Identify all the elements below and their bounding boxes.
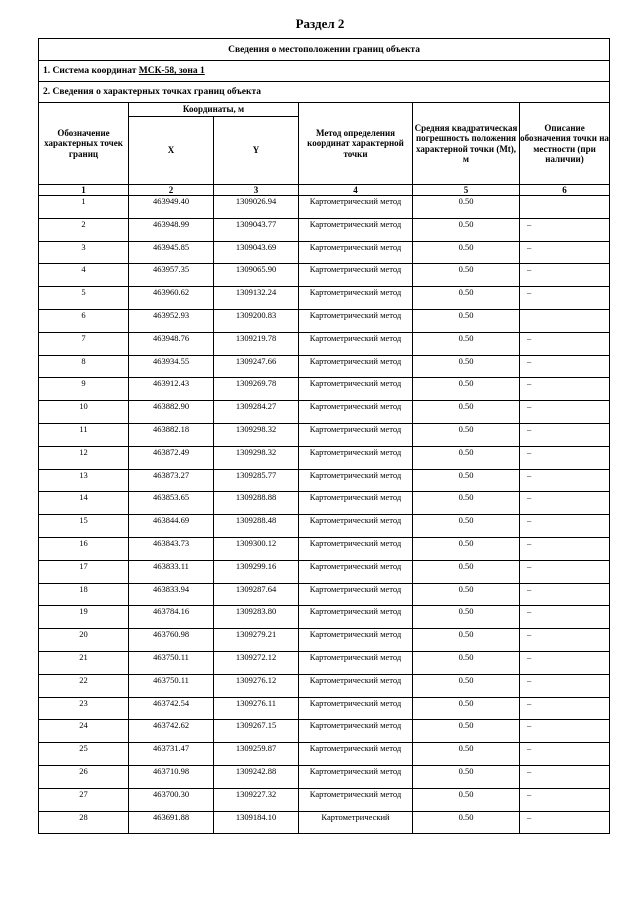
point-number-cell: 2	[39, 218, 129, 241]
method-cell: Картометрический метод	[299, 469, 413, 492]
error-cell: 0.50	[413, 788, 520, 811]
description-cell	[520, 196, 610, 219]
table-row	[39, 651, 610, 674]
description-cell: –	[520, 401, 610, 424]
description-cell: –	[520, 583, 610, 606]
column-number: 6	[520, 185, 610, 196]
x-coordinate-cell: 463912.43	[129, 378, 214, 401]
description-cell	[520, 309, 610, 332]
table-row	[39, 332, 610, 355]
error-cell: 0.50	[413, 606, 520, 629]
description-cell: –	[520, 264, 610, 287]
point-number-cell: 28	[39, 811, 129, 834]
table-row	[39, 264, 610, 287]
method-cell: Картометрический метод	[299, 446, 413, 469]
description-cell: –	[520, 606, 610, 629]
coordinate-system-name: МСК-58, зона 1	[138, 66, 205, 76]
x-coordinate-cell: 463853.65	[129, 492, 214, 515]
method-cell: Картометрический метод	[299, 287, 413, 310]
error-cell: 0.50	[413, 515, 520, 538]
column-number: 1	[39, 185, 129, 196]
method-cell: Картометрический метод	[299, 378, 413, 401]
error-cell: 0.50	[413, 264, 520, 287]
point-number-cell: 10	[39, 401, 129, 424]
description-cell: –	[520, 720, 610, 743]
description-cell: –	[520, 697, 610, 720]
point-number-cell: 17	[39, 560, 129, 583]
table-row	[39, 423, 610, 446]
table-row	[39, 401, 610, 424]
y-coordinate-cell: 1309043.69	[214, 241, 299, 264]
x-coordinate-cell: 463731.47	[129, 743, 214, 766]
point-number-cell: 23	[39, 697, 129, 720]
x-coordinate-cell: 463710.98	[129, 765, 214, 788]
table-row	[39, 196, 610, 219]
description-cell: –	[520, 218, 610, 241]
point-number-cell: 11	[39, 423, 129, 446]
table-row	[39, 674, 610, 697]
y-coordinate-cell: 1309300.12	[214, 537, 299, 560]
point-number-cell: 8	[39, 355, 129, 378]
table-row	[39, 697, 610, 720]
boundary-points-table	[38, 38, 610, 834]
table-row	[39, 583, 610, 606]
subsection-title: 2. Сведения о характерных точках границ объекта	[39, 82, 610, 103]
x-coordinate-cell: 463750.11	[129, 674, 214, 697]
point-number-cell: 24	[39, 720, 129, 743]
method-cell: Картометрический метод	[299, 629, 413, 652]
x-coordinate-cell: 463833.11	[129, 560, 214, 583]
description-cell: –	[520, 378, 610, 401]
y-coordinate-cell: 1309043.77	[214, 218, 299, 241]
x-coordinate-cell: 463742.62	[129, 720, 214, 743]
x-coordinate-cell: 463945.85	[129, 241, 214, 264]
point-number-cell: 25	[39, 743, 129, 766]
point-number-cell: 1	[39, 196, 129, 219]
header-y: Y	[214, 117, 299, 185]
table-row	[39, 515, 610, 538]
description-cell: –	[520, 765, 610, 788]
point-number-cell: 26	[39, 765, 129, 788]
description-cell: –	[520, 788, 610, 811]
x-coordinate-cell: 463960.62	[129, 287, 214, 310]
description-cell: –	[520, 811, 610, 834]
error-cell: 0.50	[413, 492, 520, 515]
y-coordinate-cell: 1309065.90	[214, 264, 299, 287]
method-cell: Картометрический метод	[299, 355, 413, 378]
method-cell: Картометрический метод	[299, 241, 413, 264]
y-coordinate-cell: 1309267.15	[214, 720, 299, 743]
point-number-cell: 22	[39, 674, 129, 697]
point-number-cell: 16	[39, 537, 129, 560]
point-number-cell: 3	[39, 241, 129, 264]
section-title: Раздел 2	[295, 16, 345, 31]
y-coordinate-cell: 1309283.80	[214, 606, 299, 629]
description-cell: –	[520, 446, 610, 469]
method-cell: Картометрический метод	[299, 606, 413, 629]
y-coordinate-cell: 1309276.12	[214, 674, 299, 697]
table-row	[39, 469, 610, 492]
coordinate-system-row	[39, 61, 610, 82]
column-number: 2	[129, 185, 214, 196]
table-row	[39, 355, 610, 378]
error-cell: 0.50	[413, 743, 520, 766]
x-coordinate-cell: 463934.55	[129, 355, 214, 378]
point-number-cell: 20	[39, 629, 129, 652]
method-cell: Картометрический метод	[299, 492, 413, 515]
method-cell: Картометрический метод	[299, 560, 413, 583]
error-cell: 0.50	[413, 423, 520, 446]
point-number-cell: 21	[39, 651, 129, 674]
boundary-table-frame	[38, 38, 609, 834]
table-row	[39, 720, 610, 743]
x-coordinate-cell: 463952.93	[129, 309, 214, 332]
method-cell: Картометрический	[299, 811, 413, 834]
table-row	[39, 537, 610, 560]
x-coordinate-cell: 463949.40	[129, 196, 214, 219]
y-coordinate-cell: 1309287.64	[214, 583, 299, 606]
y-coordinate-cell: 1309288.88	[214, 492, 299, 515]
method-cell: Картометрический метод	[299, 651, 413, 674]
point-number-cell: 5	[39, 287, 129, 310]
y-coordinate-cell: 1309298.32	[214, 423, 299, 446]
x-coordinate-cell: 463742.54	[129, 697, 214, 720]
x-coordinate-cell: 463691.88	[129, 811, 214, 834]
y-coordinate-cell: 1309227.32	[214, 788, 299, 811]
method-cell: Картометрический метод	[299, 788, 413, 811]
table-row	[39, 492, 610, 515]
column-numbers-row	[39, 185, 610, 196]
point-number-cell: 7	[39, 332, 129, 355]
table-row	[39, 629, 610, 652]
description-cell: –	[520, 492, 610, 515]
point-number-cell: 14	[39, 492, 129, 515]
x-coordinate-cell: 463873.27	[129, 469, 214, 492]
method-cell: Картометрический метод	[299, 583, 413, 606]
method-cell: Картометрический метод	[299, 218, 413, 241]
point-number-cell: 15	[39, 515, 129, 538]
x-coordinate-cell: 463750.11	[129, 651, 214, 674]
error-cell: 0.50	[413, 537, 520, 560]
error-cell: 0.50	[413, 309, 520, 332]
x-coordinate-cell: 463948.76	[129, 332, 214, 355]
method-cell: Картометрический метод	[299, 515, 413, 538]
y-coordinate-cell: 1309132.24	[214, 287, 299, 310]
x-coordinate-cell: 463784.16	[129, 606, 214, 629]
method-cell: Картометрический метод	[299, 537, 413, 560]
table-row	[39, 560, 610, 583]
point-number-cell: 4	[39, 264, 129, 287]
description-cell: –	[520, 355, 610, 378]
method-cell: Картометрический метод	[299, 196, 413, 219]
error-cell: 0.50	[413, 560, 520, 583]
method-cell: Картометрический метод	[299, 720, 413, 743]
error-cell: 0.50	[413, 765, 520, 788]
point-number-cell: 13	[39, 469, 129, 492]
table-title: Сведения о местоположении границ объекта	[39, 39, 610, 61]
description-cell: –	[520, 537, 610, 560]
coordinate-system-prefix: 1. Система координат	[43, 66, 139, 76]
column-number: 5	[413, 185, 520, 196]
header-error: Средняя квадратическая погрешность положения характерной точки (Mt), м	[413, 103, 520, 185]
table-row	[39, 218, 610, 241]
error-cell: 0.50	[413, 378, 520, 401]
y-coordinate-cell: 1309298.32	[214, 446, 299, 469]
table-row	[39, 287, 610, 310]
header-coordinates: Координаты, м	[129, 103, 299, 117]
table-row	[39, 446, 610, 469]
table-row	[39, 811, 610, 834]
table-row	[39, 606, 610, 629]
x-coordinate-cell: 463844.69	[129, 515, 214, 538]
y-coordinate-cell: 1309200.83	[214, 309, 299, 332]
column-number: 4	[299, 185, 413, 196]
y-coordinate-cell: 1309242.88	[214, 765, 299, 788]
header-description: Описание обозначения точки на местности (при наличии)	[520, 103, 610, 185]
method-cell: Картометрический метод	[299, 697, 413, 720]
table-row	[39, 765, 610, 788]
x-coordinate-cell: 463760.98	[129, 629, 214, 652]
point-number-cell: 6	[39, 309, 129, 332]
method-cell: Картометрический метод	[299, 309, 413, 332]
description-cell: –	[520, 560, 610, 583]
x-coordinate-cell: 463882.90	[129, 401, 214, 424]
description-cell: –	[520, 651, 610, 674]
method-cell: Картометрический метод	[299, 332, 413, 355]
y-coordinate-cell: 1309276.11	[214, 697, 299, 720]
y-coordinate-cell: 1309269.78	[214, 378, 299, 401]
y-coordinate-cell: 1309284.27	[214, 401, 299, 424]
error-cell: 0.50	[413, 332, 520, 355]
description-cell: –	[520, 629, 610, 652]
description-cell: –	[520, 743, 610, 766]
method-cell: Картометрический метод	[299, 765, 413, 788]
table-row	[39, 788, 610, 811]
header-method: Метод определения координат характерной точки	[299, 103, 413, 185]
description-cell: –	[520, 287, 610, 310]
method-cell: Картометрический метод	[299, 401, 413, 424]
y-coordinate-cell: 1309026.94	[214, 196, 299, 219]
error-cell: 0.50	[413, 651, 520, 674]
error-cell: 0.50	[413, 355, 520, 378]
point-number-cell: 12	[39, 446, 129, 469]
y-coordinate-cell: 1309247.66	[214, 355, 299, 378]
x-coordinate-cell: 463700.30	[129, 788, 214, 811]
table-row	[39, 309, 610, 332]
description-cell: –	[520, 332, 610, 355]
description-cell: –	[520, 674, 610, 697]
y-coordinate-cell: 1309288.48	[214, 515, 299, 538]
x-coordinate-cell: 463833.94	[129, 583, 214, 606]
x-coordinate-cell: 463843.73	[129, 537, 214, 560]
error-cell: 0.50	[413, 583, 520, 606]
y-coordinate-cell: 1309219.78	[214, 332, 299, 355]
error-cell: 0.50	[413, 469, 520, 492]
y-coordinate-cell: 1309299.16	[214, 560, 299, 583]
point-number-cell: 18	[39, 583, 129, 606]
method-cell: Картометрический метод	[299, 674, 413, 697]
error-cell: 0.50	[413, 218, 520, 241]
error-cell: 0.50	[413, 446, 520, 469]
error-cell: 0.50	[413, 241, 520, 264]
point-number-cell: 9	[39, 378, 129, 401]
y-coordinate-cell: 1309279.21	[214, 629, 299, 652]
header-x: X	[129, 117, 214, 185]
description-cell: –	[520, 469, 610, 492]
x-coordinate-cell: 463882.18	[129, 423, 214, 446]
table-row	[39, 241, 610, 264]
x-coordinate-cell: 463872.49	[129, 446, 214, 469]
y-coordinate-cell: 1309285.77	[214, 469, 299, 492]
error-cell: 0.50	[413, 697, 520, 720]
description-cell: –	[520, 241, 610, 264]
y-coordinate-cell: 1309259.87	[214, 743, 299, 766]
x-coordinate-cell: 463957.35	[129, 264, 214, 287]
point-number-cell: 19	[39, 606, 129, 629]
error-cell: 0.50	[413, 811, 520, 834]
error-cell: 0.50	[413, 287, 520, 310]
header-point: Обозначение характерных точек границ	[39, 103, 129, 185]
table-row	[39, 743, 610, 766]
point-number-cell: 27	[39, 788, 129, 811]
table-row	[39, 378, 610, 401]
error-cell: 0.50	[413, 674, 520, 697]
error-cell: 0.50	[413, 720, 520, 743]
y-coordinate-cell: 1309184.10	[214, 811, 299, 834]
y-coordinate-cell: 1309272.12	[214, 651, 299, 674]
description-cell: –	[520, 423, 610, 446]
error-cell: 0.50	[413, 401, 520, 424]
description-cell: –	[520, 515, 610, 538]
method-cell: Картометрический метод	[299, 264, 413, 287]
method-cell: Картометрический метод	[299, 423, 413, 446]
error-cell: 0.50	[413, 196, 520, 219]
column-number: 3	[214, 185, 299, 196]
error-cell: 0.50	[413, 629, 520, 652]
method-cell: Картометрический метод	[299, 743, 413, 766]
x-coordinate-cell: 463948.99	[129, 218, 214, 241]
